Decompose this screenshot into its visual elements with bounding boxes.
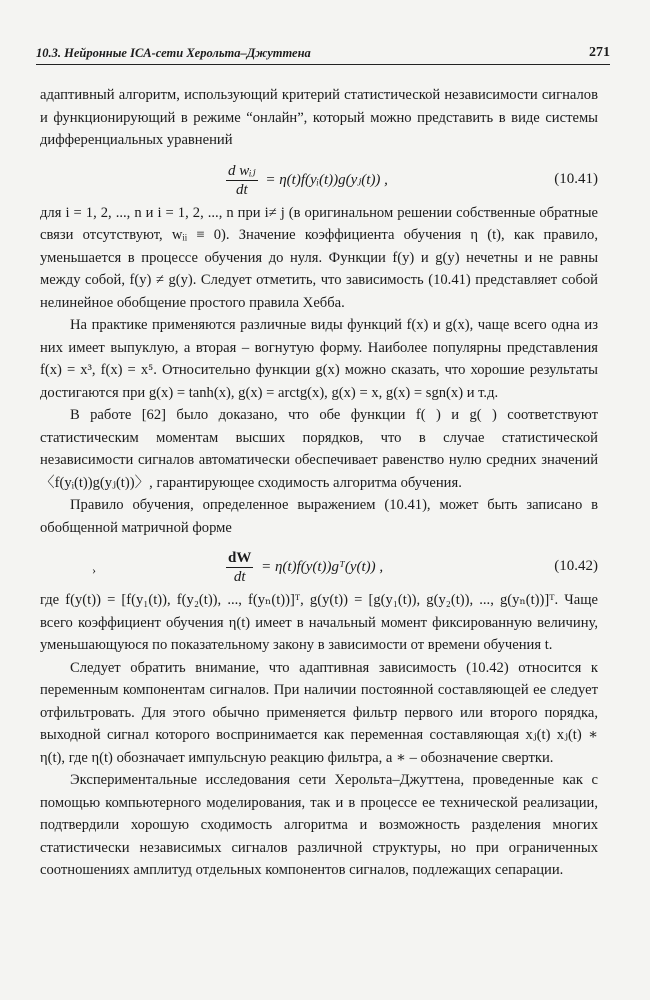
equation-10-41-numerator: d wᵢⱼ [228,162,256,179]
margin-mark: › [92,563,96,577]
page-number: 271 [589,45,610,60]
paragraph-1: адаптивный алгоритм, использующий критерий статистической независимости сигналов и функционирующий в режиме “онлайн”, который можно представить в виде системы дифференциальных уравнений [40,87,598,148]
paragraph-5: Правило обучения, определенное выражением (10.41), может быть записано в обобщенной матричной форме [40,497,598,536]
equation-10-41 [40,152,598,202]
equation-10-42-fraction [226,549,253,586]
running-title: 10.3. Нейронные ICA-сети Херольта–Джуттена [36,46,311,60]
equation-10-42-denominator: dt [233,569,246,585]
equation-10-42-formula [226,549,383,586]
paragraph-7: Следует обратить внимание, что адаптивная зависимость (10.42) относится к переменным компонентам сигналов. При наличии постоянной составляющей ее следует отфильтровать. Для этого обычно применяется фильтр первого или второго порядка, выходной сигнал которого воспринимается как переменная составляющая xⱼ(t) xⱼ(t) ∗ η(t), где η(t) обозначает импульсную реакцию фильтра, а ∗ – обозначение свертки. [40,659,598,766]
paragraph-4: В работе [62] было доказано, что обе функции f( ) и g( ) соответствуют статистическим моментам высших порядков, что в случае статистической независимости сигналов автоматически обеспечивает равенство нулю средних значений 〈f(yᵢ(t))g(yⱼ(t))〉, гарантирующее сходимость алгоритма обучения. [40,407,598,491]
equation-10-42-numerator: dW [228,550,252,566]
equation-10-41-number: (10.41) [554,170,598,187]
equation-10-42-rhs: = η(t)f(y(t))gᵀ(y(t)) , [261,558,384,575]
paragraph-2: для i = 1, 2, ..., n и i = 1, 2, ..., n при i≠ j (в оригинальном решении собственные обратные связи отсутствуют, wᵢᵢ ≡ 0). Значение коэффициента обучения η (t), как правило, уменьшается в процессе обучения до нуля. Функции f(y) и g(y) нечетны и не равны между собой, f(y) ≠ g(y). Следует отметить, что зависимость (10.41) представляет собой нелинейное обобщение простого правила Хебба. [40,204,598,311]
paragraph-8: Экспериментальные исследования сети Херольта–Джуттена, проведенные как с помощью компьютерного моделирования, так и в процессе ее технической реализации, подтвердили хорошую сходимость алгоритма и возможность разделения многих статистически независимых сигналов различной структуры, но при ограниченных соотношениях амплитуд отдельных компонентов сигналов, подлежащих сепарации. [40,772,598,878]
page-header [36,44,610,65]
paragraph-6: где f(y(t)) = [f(y₁(t)), f(y₂(t)), ..., f(yₙ(t))]ᵀ, g(y(t)) = [g(y₁(t)), g(y₂(t)), ..., g(yₙ(t))]ᵀ. Чаще всего коэффициент обучения η(t) имеет в начальный момент фиксированную величину, уменьшающуюся по показательному закону в зависимости от времени обучения t. [40,592,598,653]
equation-10-41-rhs: = η(t)f(yᵢ(t))g(yⱼ(t)) , [265,171,388,188]
equation-10-41-denominator: dt [235,181,248,198]
equation-10-41-fraction [226,162,258,199]
page-body [40,84,598,882]
equation-10-41-formula [226,162,388,199]
equation-10-42 [40,539,598,589]
paragraph-3: На практике применяются различные виды функций f(x) и g(x), чаще всего одна из них имеет выпуклую, а вторая – вогнутую форму. Наиболее популярны представления f(x) = x³, f(x) = x⁵. Относительно функции g(x) можно сказать, что хорошие результаты достигаются при g(x) = tanh(x), g(x) = arctg(x), g(x) = x, g(x) = sgn(x) и т.д. [40,317,598,401]
equation-10-42-number: (10.42) [554,558,598,574]
